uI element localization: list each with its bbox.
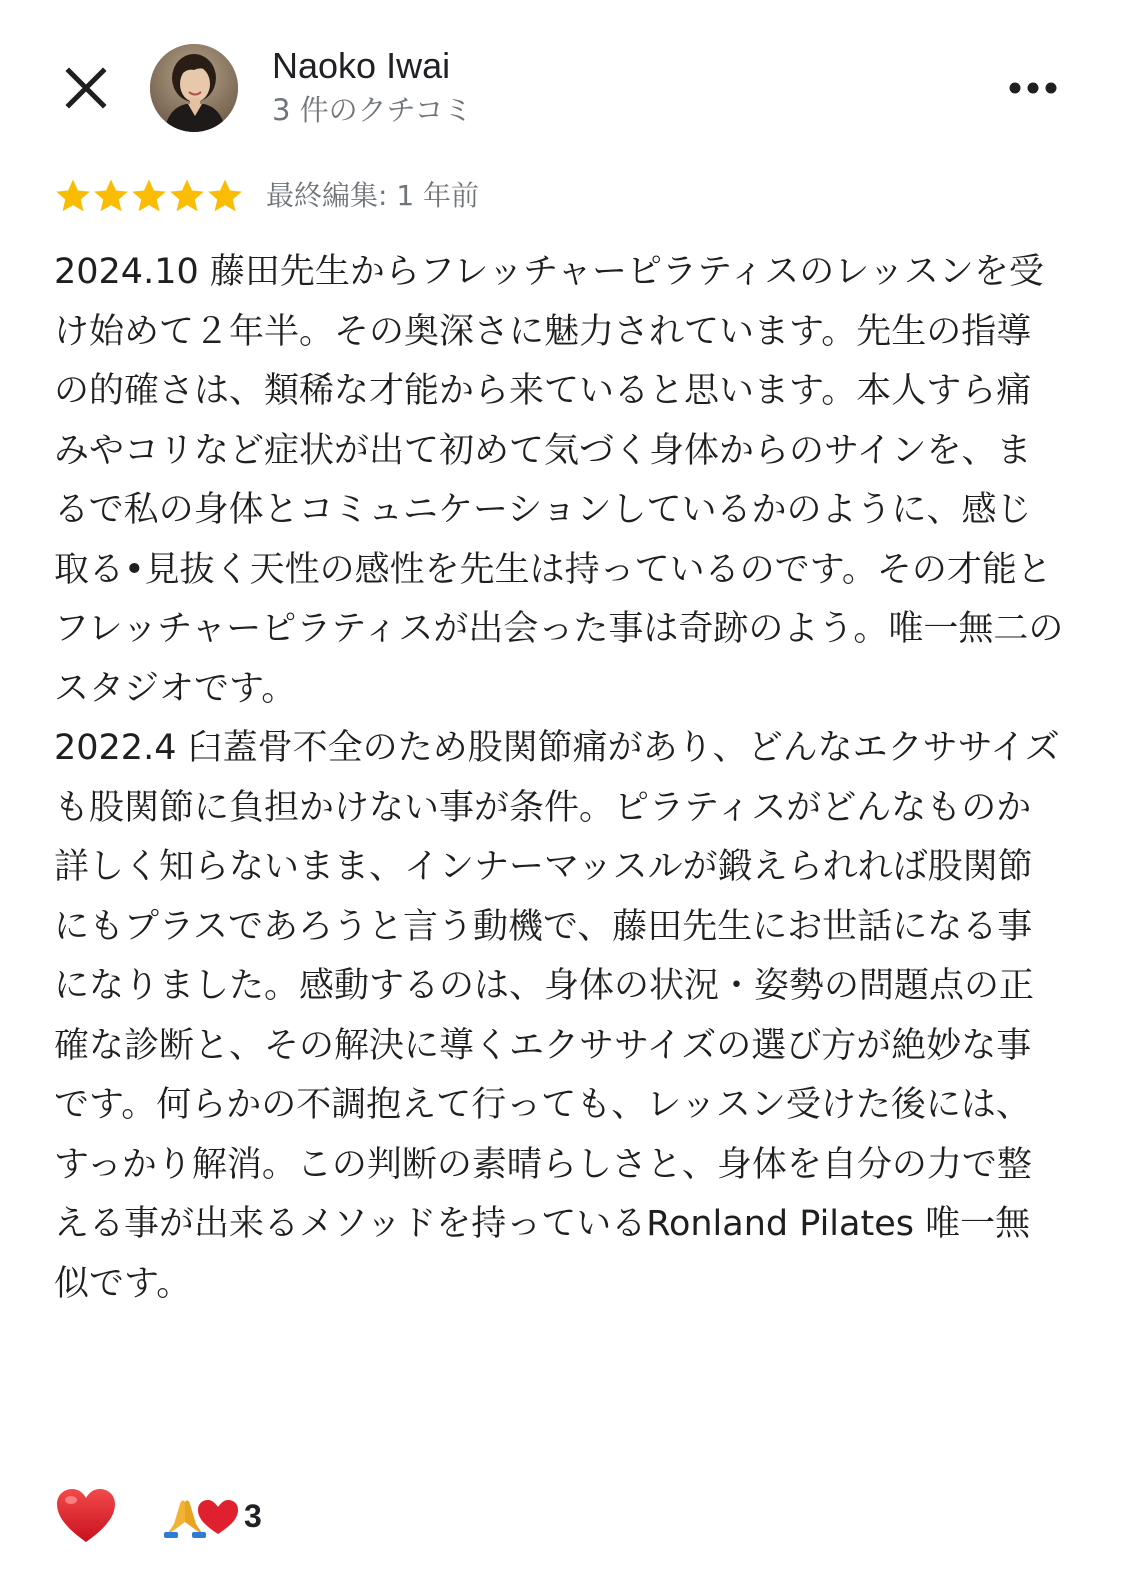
review-text: 2024.10 藤田先生からフレッチャーピラティスのレッスンを受け始めて２年半。その奥深さに魅力されています。先生の指導の的確さは、類稀な才能から来ていると思います。本人すら痛みやコリなど症状が出て初めて気づく身体からのサインを、まるで私の身体とコミュニケーションしているかのように、感じ取る•見抜く天性の感性を先生は持っているのです。その才能とフレッチャーピラティスが出会った事は奇跡のよう。唯一無二のスタジオです。 2022.4 臼蓋骨不全のため股関節痛があり、どんなエクササイズも股関節に負担かけない事が条件。ピラティスがどんなものか詳しく知らないまま、インナーマッスルが鍛えられれば股関節にもプラスであろうと言う動機で、藤田先生にお世話になる事になりました。感動するのは、身体の状況・姿勢の問題点の正確な診断と、その解決に導くエクササイズの選び方が絶妙な事です。何らかの不調抱えて行っても、レッスン受けた後には、すっかり解消。この判断の素晴らしさと、身体を自分の力で整える事が出来るメソッドを持っているRonland Pilates 唯一無似です。 <box>54 252 1064 1304</box>
reactions-bar <box>54 1484 262 1548</box>
heart-icon <box>198 1500 238 1534</box>
more-horizontal-icon <box>1002 66 1064 110</box>
reviewer-name[interactable]: Naoko Iwai <box>272 45 451 86</box>
heart-icon <box>54 1486 118 1546</box>
star-icon <box>54 176 92 216</box>
close-icon <box>58 60 114 116</box>
close-button[interactable] <box>58 60 114 116</box>
star-icon <box>206 176 244 216</box>
more-options-button[interactable] <box>1002 66 1064 110</box>
avatar-image <box>150 44 238 132</box>
star-rating <box>54 176 244 216</box>
reviewer-review-count[interactable]: 3 件のクチコミ <box>272 93 473 127</box>
star-icon <box>168 176 206 216</box>
like-button[interactable] <box>54 1486 118 1546</box>
edit-date: 最終編集: 1 年前 <box>266 179 480 212</box>
star-icon <box>92 176 130 216</box>
reaction-summary[interactable] <box>160 1494 262 1538</box>
avatar[interactable] <box>150 44 238 132</box>
star-icon <box>130 176 168 216</box>
reaction-icons <box>160 1494 240 1538</box>
reaction-count: 3 <box>244 1497 262 1534</box>
